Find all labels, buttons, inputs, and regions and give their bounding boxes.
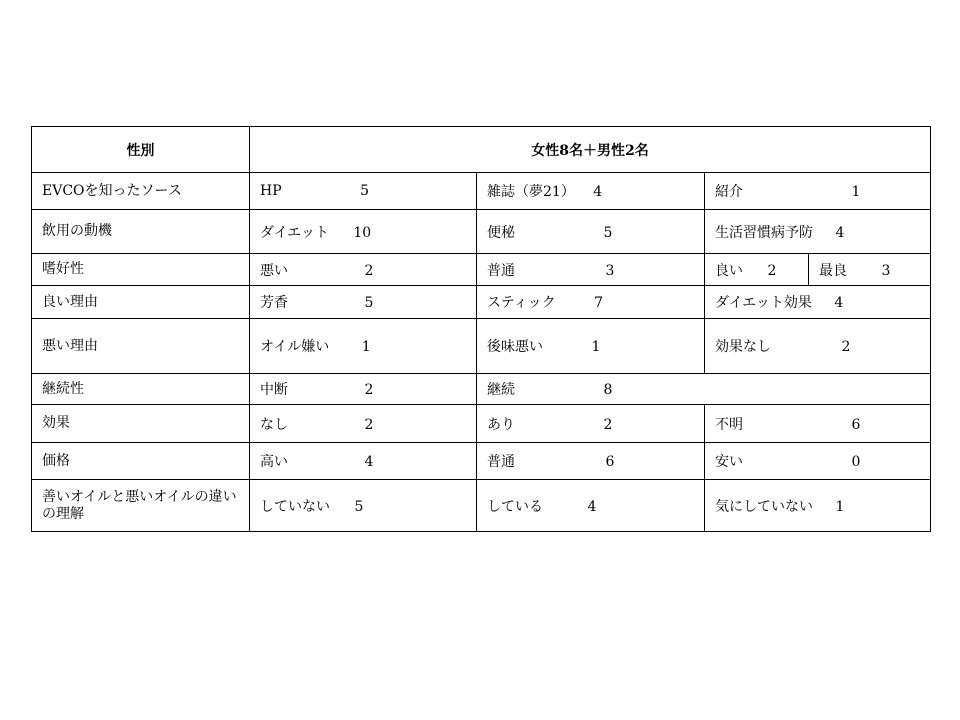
option-count: 0 bbox=[851, 454, 861, 470]
option-name: オイル嫌い bbox=[260, 339, 330, 355]
header-label: 性別 bbox=[126, 142, 155, 159]
row-preference bbox=[32, 254, 931, 286]
option-name: 普通 bbox=[487, 454, 515, 470]
option-count: 5 bbox=[360, 183, 370, 199]
cell-motive-1 bbox=[250, 210, 477, 254]
header-value-cell bbox=[250, 127, 931, 173]
cell-price-1 bbox=[250, 443, 477, 480]
cell-effect-3 bbox=[705, 405, 931, 443]
option-count: 2 bbox=[767, 262, 777, 279]
option-count: 8 bbox=[603, 382, 613, 398]
row-label: 善いオイルと悪いオイルの違いの理解 bbox=[32, 480, 250, 532]
cell-understanding-3 bbox=[705, 480, 931, 532]
option-count: 4 bbox=[593, 184, 603, 200]
option-count: 3 bbox=[881, 262, 891, 279]
option-name: 後味悪い bbox=[487, 339, 543, 355]
header-row bbox=[32, 127, 931, 173]
row-source bbox=[32, 173, 931, 210]
cell-motive-3 bbox=[705, 210, 931, 254]
option-name: ダイエット効果 bbox=[715, 295, 812, 311]
option-name: 気にしていない bbox=[715, 498, 813, 515]
option-name: あり bbox=[487, 416, 515, 433]
option-name: 雑誌（夢21） bbox=[487, 184, 575, 200]
cell-good-reason-1 bbox=[250, 286, 477, 319]
option-count: 2 bbox=[364, 262, 374, 279]
cell-preference-4 bbox=[809, 254, 931, 286]
option-count: 4 bbox=[587, 498, 597, 515]
cell-effect-1 bbox=[250, 405, 477, 443]
cell-good-reason-2 bbox=[477, 286, 705, 319]
row-label: 価格 bbox=[32, 443, 250, 480]
cell-bad-reason-2 bbox=[477, 319, 705, 374]
row-motive bbox=[32, 210, 931, 254]
option-count: 1 bbox=[361, 339, 371, 355]
cell-continuity-2 bbox=[477, 374, 931, 405]
row-label: 効果 bbox=[32, 405, 250, 443]
option-name: 不明 bbox=[715, 416, 743, 433]
option-count: 6 bbox=[851, 416, 861, 433]
cell-price-2 bbox=[477, 443, 705, 480]
option-name: している bbox=[487, 498, 543, 515]
option-name: 効果なし bbox=[715, 339, 771, 355]
option-count: 5 bbox=[603, 224, 613, 241]
row-good-reason bbox=[32, 286, 931, 319]
option-name: 悪い bbox=[260, 262, 288, 279]
header-value: 女性8名＋男性2名 bbox=[531, 142, 649, 159]
cell-preference-1 bbox=[250, 254, 477, 286]
cell-bad-reason-1 bbox=[250, 319, 477, 374]
option-name: 中断 bbox=[260, 382, 288, 398]
option-count: 6 bbox=[605, 454, 615, 470]
option-name: 最良 bbox=[819, 262, 847, 279]
option-name: 便秘 bbox=[487, 224, 515, 241]
option-count: 4 bbox=[835, 224, 845, 241]
option-count: 4 bbox=[364, 454, 374, 470]
option-count: 1 bbox=[835, 498, 845, 515]
cell-source-1 bbox=[250, 173, 477, 210]
row-label: 良い理由 bbox=[32, 286, 250, 319]
cell-effect-2 bbox=[477, 405, 705, 443]
cell-continuity-1 bbox=[250, 374, 477, 405]
option-count: 1 bbox=[851, 184, 861, 200]
option-name: していない bbox=[260, 498, 330, 515]
row-continuity bbox=[32, 374, 931, 405]
option-name: スティック bbox=[487, 295, 556, 311]
cell-source-3 bbox=[705, 173, 931, 210]
option-name: なし bbox=[260, 416, 288, 433]
option-name: ダイエット bbox=[260, 224, 329, 241]
row-understanding bbox=[32, 480, 931, 532]
option-name: 安い bbox=[715, 454, 743, 470]
option-name: 芳香 bbox=[260, 295, 288, 311]
row-label: 飲用の動機 bbox=[32, 210, 250, 254]
cell-understanding-2 bbox=[477, 480, 705, 532]
cell-preference-2 bbox=[477, 254, 705, 286]
row-label: 嗜好性 bbox=[32, 254, 250, 286]
option-name: 紹介 bbox=[715, 184, 743, 200]
survey-table bbox=[31, 126, 931, 532]
option-name: 高い bbox=[260, 454, 288, 470]
row-bad-reason bbox=[32, 319, 931, 374]
cell-price-3 bbox=[705, 443, 931, 480]
option-count: 5 bbox=[364, 295, 374, 311]
option-count: 5 bbox=[354, 498, 364, 515]
option-count: 2 bbox=[364, 416, 374, 433]
option-name: 継続 bbox=[487, 382, 515, 398]
row-label: 継続性 bbox=[32, 374, 250, 405]
cell-preference-3 bbox=[705, 254, 809, 286]
row-effect bbox=[32, 405, 931, 443]
option-name: HP bbox=[260, 183, 282, 199]
option-count: 4 bbox=[834, 295, 844, 311]
row-label: 悪い理由 bbox=[32, 319, 250, 374]
option-count: 10 bbox=[353, 224, 372, 241]
option-count: 2 bbox=[603, 416, 613, 433]
option-count: 1 bbox=[591, 339, 601, 355]
option-name: 生活習慣病予防 bbox=[715, 224, 813, 241]
header-label-cell bbox=[32, 127, 250, 173]
row-price bbox=[32, 443, 931, 480]
option-name: 良い bbox=[715, 262, 743, 279]
option-name: 普通 bbox=[487, 262, 515, 279]
cell-source-2 bbox=[477, 173, 705, 210]
option-count: 2 bbox=[841, 339, 851, 355]
cell-good-reason-3 bbox=[705, 286, 931, 319]
option-count: 2 bbox=[364, 382, 374, 398]
cell-motive-2 bbox=[477, 210, 705, 254]
option-count: 3 bbox=[605, 262, 615, 279]
row-label: EVCOを知ったソース bbox=[32, 173, 250, 210]
cell-bad-reason-3 bbox=[705, 319, 931, 374]
cell-understanding-1 bbox=[250, 480, 477, 532]
option-count: 7 bbox=[594, 295, 603, 311]
